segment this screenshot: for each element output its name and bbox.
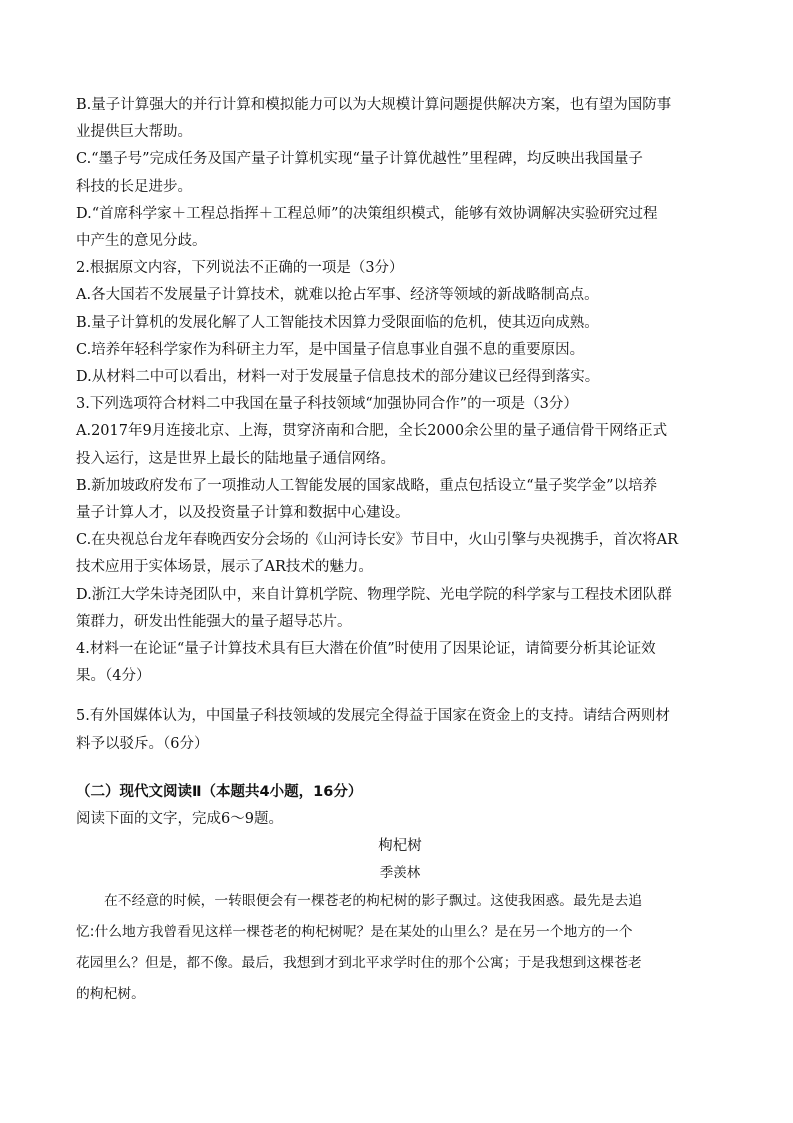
paragraph-line: 在不经意的时候，一转眼便会有一棵苍老的枸杞树的影子飘过。这使我困惑。最先是去追 [104,893,643,910]
question-4-stem: 4.材料一在论证“量子计算技术具有巨大潜在价值”时使用了因果论证，请简要分析其论证效 [76,641,656,658]
section-heading: （二）现代文阅读Ⅱ（本题共4小题，16分） [76,783,363,800]
text-line: C.培养年轻科学家作为科研主力军，是中国量子信息事业自强不息的重要原因。 [76,341,585,358]
text-line: B.新加坡政府发布了一项推动人工智能发展的国家战略，重点包括设立“量子奖学金”以培养 [76,477,658,494]
text-line: 策群力，研发出性能强大的量子超导芯片。 [76,613,352,630]
question-3-stem: 3.下列选项符合材料二中我国在量子科技领域“加强协同合作”的一项是（3分） [76,396,578,413]
document-content [76,92,724,1010]
text-line: D.从材料二中可以看出，材料一对于发展量子信息技术的部分建议已经得到落实。 [76,369,600,386]
text-line: 料予以驳斥。（6分） [76,735,209,752]
question-5-stem: 5.有外国媒体认为，中国量子科技领域的发展完全得益于国家在资金上的支持。请结合两则材 [76,708,670,725]
text-line: 技术应用于实体场景，展示了AR技术的魅力。 [76,559,373,576]
question-2-stem: 2.根据原文内容，下列说法不正确的一项是（3分） [76,260,404,277]
article-title: 枸杞树 [378,838,422,855]
paragraph-line: 花园里么？但是，都不像。最后，我想到才到北平求学时住的那个公寓；于是我想到这棵苍老 [76,955,642,972]
text-line: 量子计算人才，以及投资量子计算和数据中心建设。 [76,505,410,522]
text-line: 中产生的意见分歧。 [76,233,207,250]
text-line: D.“首席科学家＋工程总指挥＋工程总师”的决策组织模式，能够有效协调解决实验研究过程 [76,205,658,222]
text-line: A.2017年9月连接北京、上海，贯穿济南和合肥，全长2000余公里的量子通信骨干网络正式 [76,423,668,440]
text-line: 业提供巨大帮助。 [76,124,192,141]
text-line: C.在央视总台龙年春晚西安分会场的《山河诗长安》节目中，火山引擎与央视携手，首次将AR [76,532,679,549]
reading-instruction: 阅读下面的文字，完成6～9题。 [76,811,283,828]
text-line: 果。（4分） [76,668,151,685]
text-line: 投入运行，这是世界上最长的陆地量子通信网络。 [76,450,395,467]
question-options-block [76,92,724,690]
paragraph-line: 的枸杞树。 [76,986,145,1003]
spacer [76,758,724,779]
text-line: B.量子计算强大的并行计算和模拟能力可以为大规模计算问题提供解决方案，也有望为国防事 [76,97,672,113]
text-line: C.“墨子号”完成任务及国产量子计算机实现“量子计算优越性”里程碑，均反映出我国量子 [76,151,643,168]
question-5-block [76,703,724,757]
text-line: B.量子计算机的发展化解了人工智能技术因算力受限面临的危机，使其迈向成熟。 [76,314,599,331]
paragraph-line: 忆:什么地方我曾看见这样一棵苍老的枸杞树呢？是在某处的山里么？是在另一个地方的一个 [76,924,633,941]
section-2-block [76,779,724,1010]
text-line: A.各大国若不发展量子计算技术，就难以抢占军事、经济等领域的新战略制高点。 [76,287,599,304]
article-author: 季羡林 [379,865,421,882]
text-line: 科技的长足进步。 [76,178,192,195]
spacer [76,690,724,703]
text-line: D.浙江大学朱诗尧团队中，来自计算机学院、物理学院、光电学院的科学家与工程技术团队群 [76,586,672,603]
